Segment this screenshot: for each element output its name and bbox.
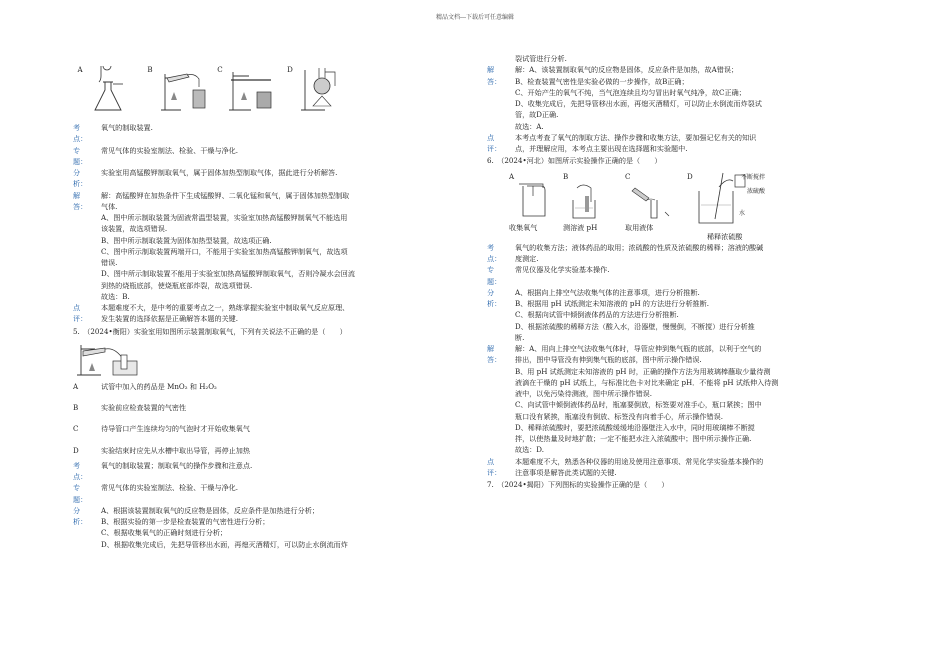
option-caption: 收集氧气 xyxy=(509,222,538,232)
conical-flask-apparatus-figure xyxy=(87,64,127,114)
option-text: 实验结束时应先从水槽中取出导管，再停止加热 xyxy=(101,445,250,455)
block-text: 常见仪器及化学实验基本操作. xyxy=(515,265,610,275)
q4-option-letter: C xyxy=(217,65,223,74)
q5-fenxi-block xyxy=(73,505,467,550)
q6-option-c xyxy=(625,171,681,242)
q6-dianping-block xyxy=(487,456,859,479)
option-letter: B xyxy=(73,403,79,412)
option-text: 待导管口产生连续均匀的气泡时才开始收集氧气 xyxy=(101,424,250,434)
block-text: 常见气体的实验室制法、检验、干燥与净化. xyxy=(101,145,239,155)
right-column xyxy=(487,53,859,490)
q5-analysis-left xyxy=(73,460,467,550)
block-label: 解 答： xyxy=(487,344,502,365)
q5-zhuanti-block xyxy=(73,482,467,505)
block-label: 解 答： xyxy=(73,190,88,211)
q5-option-d xyxy=(73,445,467,456)
oxygen-preparation-apparatus-figure xyxy=(73,339,143,379)
block-text: 实验室用高锰酸钾制取氧气，属于固体加热型制取气体，据此进行分析解答. xyxy=(101,168,338,177)
block-label: 点 评： xyxy=(487,132,502,153)
q6-kaodian-block xyxy=(487,242,859,265)
block-label: 考 点： xyxy=(487,242,502,263)
q4-option-c xyxy=(213,64,283,114)
tube-both-ends-open-figure xyxy=(227,64,279,114)
block-label: 分 析： xyxy=(73,505,88,526)
q5-option-c xyxy=(73,423,467,434)
q6-analysis xyxy=(487,242,859,478)
option-text: 实验前应检查装置的气密性 xyxy=(101,403,187,412)
block-label: 考 点： xyxy=(73,460,88,481)
q5-figure-wrap xyxy=(73,339,467,379)
block-label: 分 析： xyxy=(73,168,88,189)
block-text: 氧气的收集方法；液体药品的取用；浓硫酸的性质及浓硫酸的稀释；溶液的酸碱 度测定. xyxy=(515,242,764,263)
block-label: 解 答： xyxy=(487,65,502,86)
block-label: 专 题： xyxy=(73,483,88,504)
q6-zhuanti-block xyxy=(487,264,859,287)
option-caption: 稀释浓硫酸 xyxy=(707,231,743,241)
q6-option-a xyxy=(509,171,557,242)
ph-test-beaker-figure xyxy=(563,182,619,222)
block-text: 本题难度不大，是中考的重要考点之一，熟练掌握实验室中制取氧气反应原理、 发生装置的选择依据是正确解答本题的关键. xyxy=(101,303,350,324)
option-letter: D xyxy=(687,171,693,181)
q4-kaodian-block xyxy=(73,122,467,145)
q7-title: 7. （2024•揭阳）下列图标的实验操作正确的是（ ） xyxy=(487,480,669,489)
q6-jieda-block xyxy=(487,343,859,456)
block-text: 常见气体的实验室制法、检验、干燥与净化. xyxy=(101,483,239,493)
block-label: 考 点： xyxy=(73,123,88,144)
q6-d-figure-wrap xyxy=(687,171,775,231)
q5-jieda-block xyxy=(487,64,859,132)
water-label: 水 xyxy=(738,209,745,217)
q4-option-b xyxy=(143,64,213,114)
option-letter: A xyxy=(509,171,515,181)
q5-continued-text: 裂试管进行分析. xyxy=(515,54,567,63)
block-text: 氧气的制取装置. xyxy=(101,123,153,132)
q4-option-letter: B xyxy=(147,65,153,74)
q5-dianping-block xyxy=(487,132,859,155)
block-label: 分 析： xyxy=(487,287,502,308)
q4-analysis xyxy=(73,122,467,325)
block-label: 专 题： xyxy=(73,145,88,166)
q6-option-d xyxy=(687,171,775,242)
q4-option-d xyxy=(283,64,353,114)
block-text: 本题难度不大，熟悉各种仪器的用途及使用注意事项、常见化学实验基本操作的 注意事项是解答此类试题的关键. xyxy=(515,456,764,477)
q4-option-letter: A xyxy=(77,65,83,74)
left-column xyxy=(73,64,467,550)
block-label: 点 评： xyxy=(487,456,502,477)
q6-title: 6. （2024•河北）如图所示实验操作正确的是（ ） xyxy=(487,156,662,166)
block-label: 点 评： xyxy=(73,303,88,324)
q6-fenxi-block xyxy=(487,287,859,343)
option-letter: C xyxy=(73,424,79,434)
option-caption: 取用液体 xyxy=(625,222,654,232)
block-text: 解：高锰酸钾在加热条件下生成锰酸钾、二氧化锰和氧气，属于固体加热型制取 气体. A、图中所示制取装置为固液常温型装置，实验室加热高锰酸钾制氧气不能选用 该装置，故选项错误. B、图中所示制取装置为固体加热型装置，故选项正确. C、图中所示制取装置两端开口，不能用于实验室加热高锰酸钾制氧气，故选项 错误. D、图中所示制取装置不能用于实验室加热高锰酸钾制取氧气，否则冷凝水会回流 到热的烧瓶底部，使烧瓶底部炸裂，故选项错误. 故选：B. xyxy=(101,190,355,301)
option-letter: A xyxy=(73,381,79,391)
option-letter: D xyxy=(73,445,79,455)
q4-fenxi-block xyxy=(73,167,467,190)
block-text: A、根据该装置制取氧气的反应物是固体，反应条件是加热进行分析； B、根据实验的第一步是检查装置的气密性进行分析； C、根据收集氧气的正确时刻进行分析； D、根据收集完成后，先把导管移出水面，再熄灭酒精灯，可以防止水倒流而炸 xyxy=(101,505,348,549)
stir-label: 不断搅拌 xyxy=(740,173,765,181)
gas-collection-bottle-figure xyxy=(509,182,557,222)
q4-dianping-block xyxy=(73,302,467,325)
q4-jieda-block xyxy=(73,190,467,303)
block-text: 氧气的制取装置；制取氧气的操作步骤和注意点. xyxy=(101,460,253,470)
q5-title: 5. （2024•衡阳）实验室用如图所示装置制取氧气，下列有关说法不正确的是（ ） xyxy=(73,326,347,336)
option-letter: B xyxy=(563,171,569,181)
block-text: A、根据向上排空气法收集气体的注意事项，进行分析推断. B、根据用 pH 试纸测定未知溶液的 pH 的方法进行分析推断. C、根据向试管中倾倒液体药品的方法进行分析推断. D、根据浓硫酸的稀释方法（酸入水，沿器壁，慢慢倒，不断搅）进行分析推 断. xyxy=(515,287,755,342)
q6-figures xyxy=(509,171,859,242)
dilute-sulfuric-acid-figure xyxy=(693,171,775,231)
block-text: 解：A、该装置制取氧气的反应物是固体，反应条件是加热，故A错误； B、检查装置气密性是实验必做的一步操作，故B正确； C、开始产生的氧气不纯，当气泡连续且均匀冒出时氧气纯净，故C正确； D、收集完成后，先把导管移出水面，再熄灭酒精灯，可以防止水倒流而炸裂试 管，故D正确. 故选：A. xyxy=(515,65,762,131)
round-flask-heating-figure xyxy=(297,64,341,114)
pouring-liquid-figure xyxy=(625,182,681,222)
q4-apparatus-options xyxy=(73,64,467,122)
page-header: 精品文档---下载后可任意编辑 xyxy=(435,14,515,21)
block-label: 专 题： xyxy=(487,265,502,286)
q4-zhuanti-block xyxy=(73,145,467,168)
block-text: 本考点考查了氧气的制取方法、操作步骤和收集方法，要加强记忆有关的知识 点，并理解应用，本考点主要出现在选择题和实验题中. xyxy=(515,132,757,153)
q5-options xyxy=(73,381,467,456)
q6-option-b xyxy=(563,171,619,242)
q5-option-b xyxy=(73,402,467,413)
block-text: 解：A、用向上排空气法收集气体时，导管应伸到集气瓶的底部，以利于空气的 排出，图中导管没有伸到集气瓶的底部，图中所示操作错误. B、用 pH 试纸测定未知溶液的 pH 时，正确的操作方法为用玻璃棒蘸取少量待测 液滴在干燥的 pH 试纸上，与标准比色卡对比来确定 pH．不能将 pH 试纸伸入待测 液中，以免污染待测液，图中所示操作错误. C、向试管中倾倒液体药品时，瓶塞要倒放，标签要对准手心，瓶口紧挨；图中 瓶口没有紧挨，瓶塞没有倒放、标签没有向着手心，所示操作错误. D、稀释浓硫酸时，要把浓硫酸缓缓地沿器壁注入水中，同时用玻璃棒不断搅 拌，以使热量及时地扩散；一定不能把水注入浓硫酸中；图中所示操作正确. 故选：D. xyxy=(515,344,779,455)
option-caption: 测溶液 pH xyxy=(563,222,598,232)
q4-option-a xyxy=(73,64,143,114)
option-letter: C xyxy=(625,171,631,181)
test-tube-heating-figure xyxy=(157,64,209,114)
concentrated-acid-label: 浓硫酸 xyxy=(746,187,765,195)
q4-option-letter: D xyxy=(287,65,293,74)
q5-kaodian-block xyxy=(73,460,467,483)
q5-option-a xyxy=(73,381,467,392)
option-text: 试管中加入的药品是 MnO₂ 和 H₂O₂ xyxy=(101,381,217,391)
